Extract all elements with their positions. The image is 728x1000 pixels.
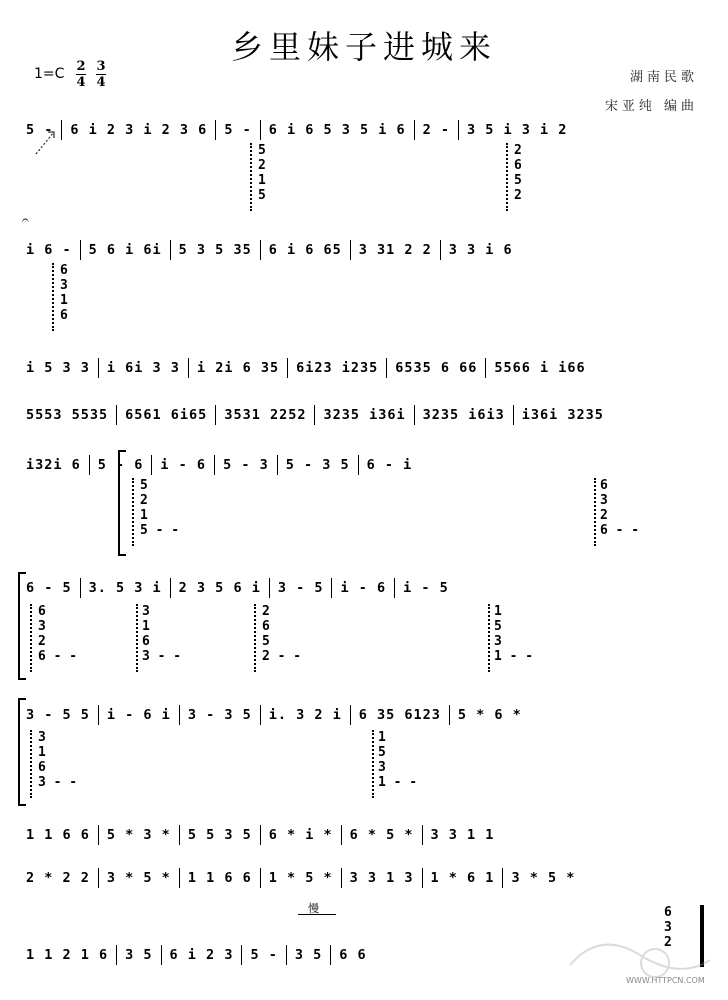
chord-stack: 1 5 3 1 - - xyxy=(494,604,534,664)
watermark-url: WWW.HTTPCN.COM xyxy=(626,976,705,985)
chord-stack: 3 1 6 3 - - xyxy=(38,730,78,790)
measure: 2 3 5 6 i xyxy=(171,578,270,598)
measure: 6561 6i65 xyxy=(117,405,216,425)
measure: 6 6 xyxy=(339,947,367,963)
measure: 5553 5535 xyxy=(18,405,117,425)
arpeggio-icon xyxy=(506,143,512,211)
chord-stack: 1 5 3 1 - - xyxy=(378,730,418,790)
measure: 3 5 xyxy=(287,945,331,965)
measure: 3 3 1 3 xyxy=(342,868,423,888)
system-9 xyxy=(18,868,710,894)
measure: i - 6 i xyxy=(99,705,180,725)
measure: 1 1 2 1 6 xyxy=(18,945,117,965)
system-1 xyxy=(18,120,710,146)
tempo-line xyxy=(298,914,336,915)
measure: 5 - 3 xyxy=(215,455,278,475)
measure: 5 3 5 35 xyxy=(171,240,261,260)
arpeggio-icon xyxy=(30,730,36,798)
chord-stack: 3 1 6 3 - - xyxy=(142,604,182,664)
arranger-credit: 宋亚纯 编曲 xyxy=(604,99,698,114)
time-signature-2-4 xyxy=(76,60,86,89)
meter-denominator: 4 xyxy=(96,75,106,90)
system-6 xyxy=(18,578,710,604)
measure: i 2i 6 35 xyxy=(189,358,288,378)
measure: 1 * 6 1 xyxy=(423,868,504,888)
score-title: 乡里妹子进城来 xyxy=(230,28,497,66)
measure: 6 i 6 65 xyxy=(261,240,351,260)
measure: 6 i 2 3 i 2 3 6 xyxy=(62,120,216,140)
chord-stack: 5 2 1 5 - - xyxy=(140,478,180,538)
system-bracket xyxy=(18,698,26,806)
measure: 3 5 xyxy=(117,945,161,965)
measure: 5 - 6 xyxy=(90,455,153,475)
measure: i - 6 xyxy=(152,455,215,475)
measure: i. 3 2 i xyxy=(261,705,351,725)
measure: 6i23 i235 xyxy=(288,358,387,378)
measure: 1 1 6 6 xyxy=(18,825,99,845)
measure: 3235 i6i3 xyxy=(415,405,514,425)
tempo-slow-marking: 慢 xyxy=(308,902,319,915)
time-signature-3-4 xyxy=(96,60,106,89)
chord-stack: 2 6 5 2 xyxy=(514,143,522,203)
arpeggio-icon xyxy=(30,604,36,672)
measure: 5 - xyxy=(242,945,286,965)
system-2 xyxy=(18,240,710,266)
measure: i 6i 3 3 xyxy=(99,358,189,378)
measure: i32i 6 xyxy=(18,455,90,475)
final-chord-stack: 6 3 2 xyxy=(664,905,672,950)
meter-numerator: 3 xyxy=(96,59,106,74)
arpeggio-icon xyxy=(254,604,260,672)
meter-denominator: 4 xyxy=(76,75,86,90)
system-4 xyxy=(18,405,710,431)
measure: i - 6 xyxy=(332,578,395,598)
system-bracket xyxy=(18,572,26,680)
measure: 6 * i * xyxy=(261,825,342,845)
system-bracket xyxy=(118,450,126,556)
measure: 3531 2252 xyxy=(216,405,315,425)
measure: 1 1 6 6 xyxy=(180,868,261,888)
measure: 6 35 6123 xyxy=(351,705,450,725)
measure: 5566 i i66 xyxy=(494,360,586,376)
measure: 5 - 3 5 xyxy=(278,455,359,475)
measure: 3 * 5 * xyxy=(511,870,576,886)
measure: 3 5 i 3 i 2 xyxy=(467,122,568,138)
measure: 5 * 3 * xyxy=(99,825,180,845)
measure: 3 3 i 6 xyxy=(448,242,513,258)
measure: 6 i 2 3 xyxy=(162,945,243,965)
measure: 5 - xyxy=(18,120,62,140)
measure: 3 3 1 1 xyxy=(430,827,495,843)
system-3 xyxy=(18,358,710,384)
measure: i 6 - xyxy=(18,240,81,260)
key-signature: 1=C xyxy=(34,66,65,82)
measure: 3 * 5 * xyxy=(99,868,180,888)
chord-stack: 6 3 2 6 - - xyxy=(38,604,78,664)
system-8 xyxy=(18,825,710,851)
measure: 3 - 3 5 xyxy=(180,705,261,725)
chord-stack: 2 6 5 2 - - xyxy=(262,604,302,664)
arpeggio-icon xyxy=(132,478,138,546)
measure: 2 * 2 2 xyxy=(18,868,99,888)
measure: 5 5 3 5 xyxy=(180,825,261,845)
measure: 6 i 6 5 3 5 i 6 xyxy=(261,120,415,140)
arpeggio-icon xyxy=(250,143,256,211)
chord-stack: 5 2 1 5 xyxy=(258,143,266,203)
measure: 5 6 i 6i xyxy=(81,240,171,260)
measure: 3 31 2 2 xyxy=(351,240,441,260)
chord-stack: 6 3 1 6 xyxy=(60,263,68,323)
origin-credit: 湖南民歌 xyxy=(629,70,698,85)
measure: 1 * 5 * xyxy=(261,868,342,888)
measure: i - 5 xyxy=(403,580,449,596)
measure: 2 - xyxy=(415,120,459,140)
measure: 5 * 6 * xyxy=(457,707,522,723)
measure: i 5 3 3 xyxy=(18,358,99,378)
meter-numerator: 2 xyxy=(76,59,86,74)
measure: 6535 6 66 xyxy=(387,358,486,378)
fermata-icon: 𝄐 xyxy=(22,213,29,227)
system-7 xyxy=(18,705,710,731)
measure: i36i 3235 xyxy=(521,407,604,423)
measure: 5 - xyxy=(216,120,260,140)
measure: 6 - 5 xyxy=(18,578,81,598)
arpeggio-icon xyxy=(52,263,58,331)
measure: 3235 i36i xyxy=(315,405,414,425)
measure: 3 - 5 xyxy=(270,578,333,598)
measure: 6 * 5 * xyxy=(342,825,423,845)
measure: 3. 5 3 i xyxy=(81,578,171,598)
measure: 3 - 5 5 xyxy=(18,705,99,725)
measure: 6 - i xyxy=(366,457,413,473)
chord-stack: 6 3 2 6 - - xyxy=(600,478,640,538)
